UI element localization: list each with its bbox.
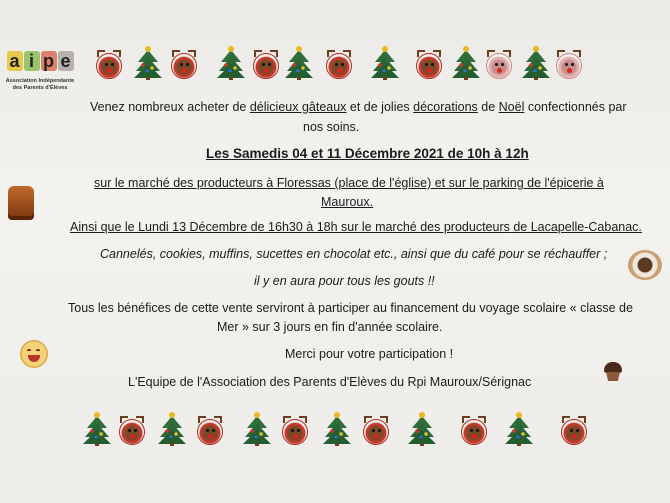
christmas-tree-icon [408,416,436,446]
intro-text: confectionnés par [524,100,627,114]
reindeer-icon [281,416,309,446]
intro-highlight-decorations: décorations [413,100,478,114]
signature-line: L'Equipe de l'Association des Parents d'Elèves du Rpi Mauroux/Sérignac [128,375,532,389]
reindeer-icon [118,416,146,446]
coffee-cup-icon [628,250,662,280]
monday-sale: Ainsi que le Lundi 13 Décembre de 16h30 à 18h sur le marché des producteurs de Lacapelle-Cabanac. [70,220,642,234]
reindeer-icon [560,416,588,446]
christmas-tree-icon [134,50,162,80]
christmas-tree-icon [217,50,245,80]
intro-highlight-cakes: délicieux gâteaux [249,100,347,114]
christmas-tree-icon [323,416,351,446]
christmas-tree-icon [158,416,186,446]
items-list: Cannelés, cookies, muffins, sucettes en chocolat etc., ainsi que du café pour se réchauffer ; [100,247,608,261]
intro-text: et de jolies [346,100,414,114]
sale-dates: Les Samedis 04 et 11 Décembre 2021 de 10h à 12h [206,146,529,161]
christmas-tree-icon [285,50,313,80]
christmas-tree-icon [452,50,480,80]
smiley-icon [20,340,48,368]
intro-highlight-noel: Noël [498,100,525,114]
christmas-tree-icon [505,416,533,446]
logo-letter: i [24,51,40,71]
reindeer-icon [170,50,198,80]
logo-letter: a [7,51,23,71]
canele-icon [8,186,34,220]
intro-line-1 [90,100,627,114]
christmas-tree-icon [371,50,399,80]
top-decoration-row [0,50,670,86]
benefits-line-2: Mer » sur 3 jours en fin d'année scolaire. [217,320,443,334]
location-line-1: sur le marché des producteurs à Floressas (place de l'église) et sur le parking de l'épicerie à [94,176,604,190]
reindeer-icon [460,416,488,446]
christmas-tree-icon [83,416,111,446]
reindeer-icon [252,50,280,80]
christmas-tree-icon [243,416,271,446]
intro-text: de [477,100,499,114]
christmas-tree-icon [522,50,550,80]
logo-caption-line2: des Parents d'Élèves [12,84,68,91]
location-line-2: Mauroux. [321,195,374,209]
reindeer-icon [485,50,513,80]
reindeer-icon [415,50,443,80]
benefits-line-1: Tous les bénéfices de cette vente serviront à participer au financement du voyage scolaire « classe de [68,301,633,315]
logo-letter: p [41,51,57,71]
tastes-line: il y en aura pour tous les gouts !! [254,274,435,288]
logo-caption-line1: Association Indépendante [5,78,75,84]
intro-text: Venez nombreux acheter de [90,100,250,114]
reindeer-icon [555,50,583,80]
thanks-line: Merci pour votre participation ! [285,347,454,361]
logo-letter: e [58,51,74,71]
reindeer-icon [196,416,224,446]
reindeer-icon [325,50,353,80]
bottom-decoration-row [0,416,670,452]
reindeer-icon [362,416,390,446]
cupcake-icon [603,362,623,382]
reindeer-icon [95,50,123,80]
intro-line-2: nos soins. [303,120,360,134]
